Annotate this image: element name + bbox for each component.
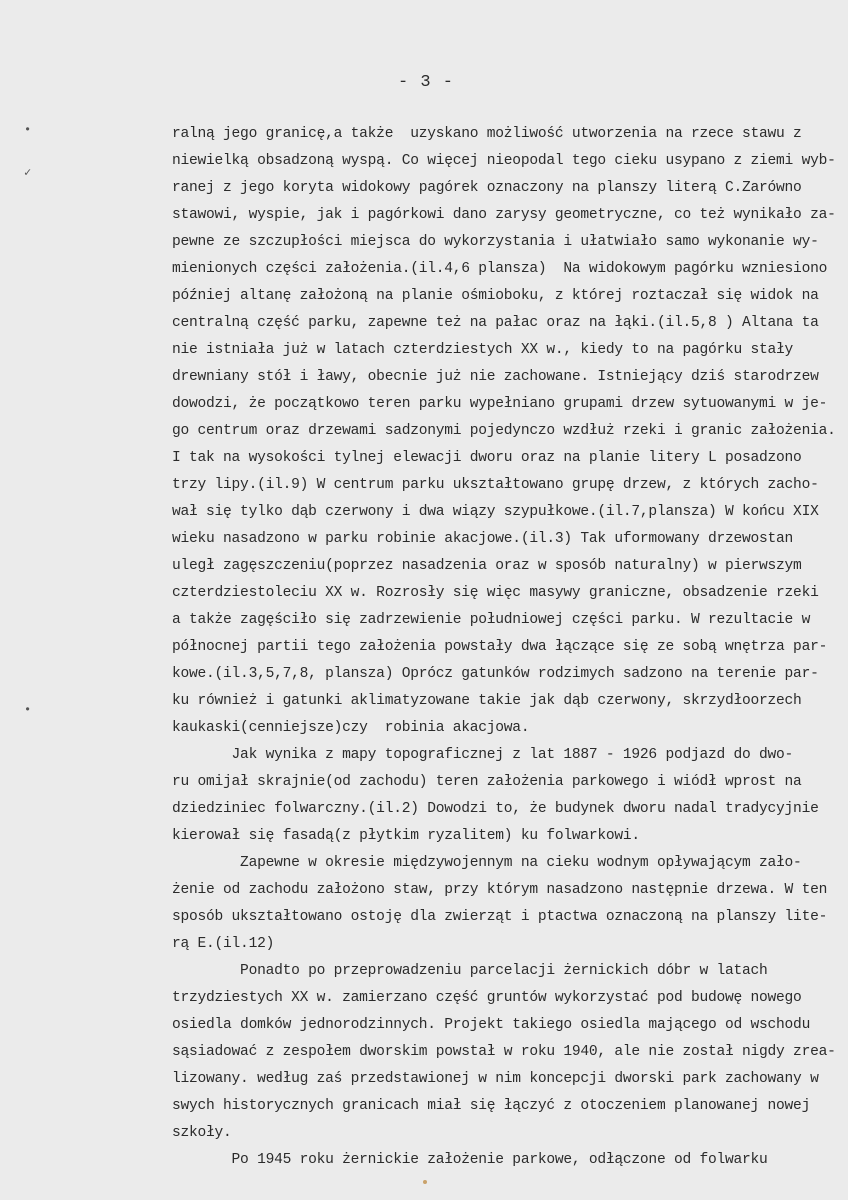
text-line: go centrum oraz drzewami sadzonymi pojedynczo wzdłuż rzeki i granic założenia. (172, 423, 836, 439)
text-line: ku również i gatunki aklimatyzowane takie jak dąb czerwony, skrzydłoorzech (172, 693, 802, 709)
text-line: trzy lipy.(il.9) W centrum parku ukształtowano grupę drzew, z których zacho- (172, 477, 819, 493)
margin-dot-mark: • (24, 703, 32, 717)
text-line: I tak na wysokości tylnej elewacji dworu oraz na planie litery L posadzono (172, 450, 802, 466)
text-line: sąsiadować z zespołem dworskim powstał w roku 1940, ale nie został nigdy zrea- (172, 1044, 836, 1060)
text-line: później altanę założoną na planie ośmioboku, z której roztaczał się widok na (172, 288, 819, 304)
text-line: swych historycznych granicach miał się łączyć z otoczeniem planowanej nowej (172, 1098, 811, 1114)
text-line: ranej z jego koryta widokowy pagórek oznaczony na planszy literą C.Zarówno (172, 180, 802, 196)
text-line: dowodzi, że początkowo teren parku wypełniano grupami drzew sytuowanymi w je- (172, 396, 828, 412)
text-line: drewniany stół i ławy, obecnie już nie zachowane. Istniejący dziś starodrzew (172, 369, 819, 385)
text-line: pewne ze szczupłości miejsca do wykorzystania i ułatwiało samo wykonanie wy- (172, 234, 819, 250)
punch-hole-mark (423, 1180, 427, 1184)
text-line: ru omijał skrajnie(od zachodu) teren założenia parkowego i wiódł wprost na (172, 774, 802, 790)
text-line: centralną część parku, zapewne też na pałac oraz na łąki.(il.5,8 ) Altana ta (172, 315, 819, 331)
text-line: wieku nasadzono w parku robinie akacjowe.(il.3) Tak uformowany drzewostan (172, 531, 794, 547)
text-line: lizowany. według zaś przedstawionej w nim koncepcji dworski park zachowany w (172, 1071, 819, 1087)
text-line: mienionych części założenia.(il.4,6 plansza) Na widokowym pagórku wzniesiono (172, 261, 828, 277)
text-line: ralną jego granicę,a także uzyskano możliwość utworzenia na rzece stawu z (172, 126, 802, 142)
text-line: czterdziestoleciu XX w. Rozrosły się więc masywy graniczne, obsadzenie rzeki (172, 585, 819, 601)
text-line: szkoły. (172, 1125, 232, 1141)
text-line: żenie od zachodu założono staw, przy którym nasadzono następnie drzewa. W ten (172, 882, 828, 898)
text-line: rą E.(il.12) (172, 936, 275, 952)
text-line: dziedziniec folwarczny.(il.2) Dowodzi to, że budynek dworu nadal tradycyjnie (172, 801, 819, 817)
text-line: sposób ukształtowano ostoję dla zwierząt i ptactwa oznaczoną na planszy lite- (172, 909, 828, 925)
margin-dot-mark: • (24, 123, 32, 137)
page-number: - 3 - (398, 73, 455, 92)
text-line: Jak wynika z mapy topograficznej z lat 1887 - 1926 podjazd do dwo- (172, 747, 794, 763)
text-line: osiedla domków jednorodzinnych. Projekt takiego osiedla mającego od wschodu (172, 1017, 811, 1033)
text-line: kaukaski(cenniejsze)czy robinia akacjowa. (172, 720, 530, 736)
margin-check-mark: ✓ (24, 166, 32, 180)
text-line: kierował się fasadą(z płytkim ryzalitem) ku folwarkowi. (172, 828, 640, 844)
text-line: północnej partii tego założenia powstały dwa łączące się ze sobą wnętrza par- (172, 639, 828, 655)
text-line: uległ zagęszczeniu(poprzez nasadzenia oraz w sposób naturalny) w pierwszym (172, 558, 802, 574)
text-line: a także zagęściło się zadrzewienie południowej części parku. W rezultacie w (172, 612, 811, 628)
text-line: trzydziestych XX w. zamierzano część gruntów wykorzystać pod budowę nowego (172, 990, 802, 1006)
text-line: wał się tylko dąb czerwony i dwa wiązy szypułkowe.(il.7,plansza) W końcu XIX (172, 504, 819, 520)
text-line: nie istniała już w latach czterdziestych XX w., kiedy to na pagórku stały (172, 342, 794, 358)
text-line: stawowi, wyspie, jak i pagórkowi dano zarysy geometryczne, co też wynikało za- (172, 207, 836, 223)
text-line: kowe.(il.3,5,7,8, plansza) Oprócz gatunków rodzimych sadzono na terenie par- (172, 666, 819, 682)
text-line: Ponadto po przeprowadzeniu parcelacji żernickich dóbr w latach (172, 963, 768, 979)
text-line: Po 1945 roku żernickie założenie parkowe, odłączone od folwarku (172, 1152, 768, 1168)
text-line: Zapewne w okresie międzywojennym na cieku wodnym opływającym zało- (172, 855, 802, 871)
text-line: niewielką obsadzoną wyspą. Co więcej nieopodal tego cieku usypano z ziemi wyb- (172, 153, 836, 169)
